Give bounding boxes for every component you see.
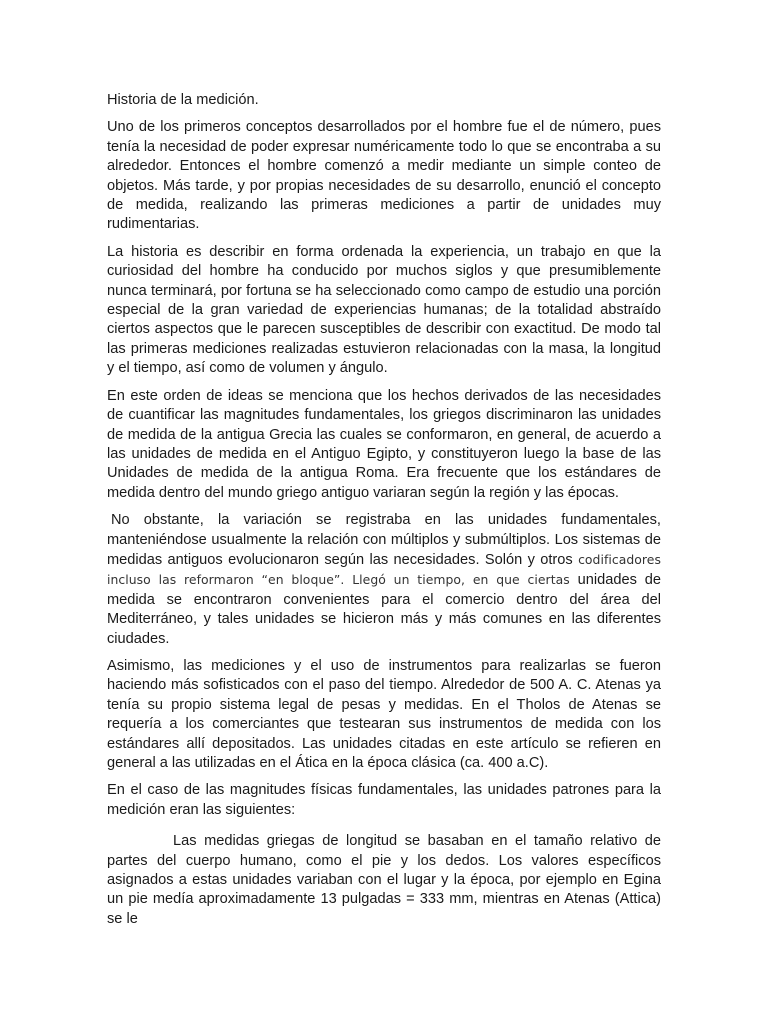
document-body	[107, 91, 661, 937]
paragraph-4-text-b: codificadores incluso las reformaron “en bloque”. Llegó un tiempo, en que ciertas	[107, 551, 661, 588]
paragraph-4-text-a: No obstante, la variación se registraba en las unidades fundamentales, manteniéndose usualmente la relación con múltiplos y submúltiplos. Los sistemas de medidas antiguos evolucionaron según las necesidades. Solón y otros	[107, 512, 661, 568]
paragraph-3: En este orden de ideas se menciona que los hechos derivados de las necesidades de cuantificar las magnitudes fundamentales, los griegos discriminaron las unidades de medida de la antigua Grecia las cuales se conformaron, en general, de acuerdo a las unidades de medida en el Antiguo Egipto, y constituyeron luego la base de las Unidades de medida de la antigua Roma. Era frecuente que los estándares de medida dentro del mundo griego antiguo variaran según la región y las épocas.	[107, 387, 661, 501]
paragraph-4	[107, 511, 661, 649]
paragraph-6: En el caso de las magnitudes físicas fundamentales, las unidades patrones para la medición eran las siguientes:	[107, 782, 661, 818]
document-title: Historia de la medición.	[107, 92, 259, 108]
paragraph-7: Las medidas griegas de longitud se basaban en el tamaño relativo de partes del cuerpo humano, como el pie y los dedos. Los valores específicos asignados a estas unidades variaban con el lugar y la época, por ejemplo en Egina un pie medía aproximadamente 13 pulgadas = 333 mm, mientras en Atenas (Attica) se le	[107, 833, 661, 927]
paragraph-2: La historia es describir en forma ordenada la experiencia, un trabajo en que la curiosidad del hombre ha conducido por muchos siglos y que presumiblemente nunca terminará, por fortuna se ha seleccionado como campo de estudio una porción especial de la gran variedad de experiencias humanas; de la totalidad abstraído ciertos aspectos que le parecen susceptibles de describir con exactitud. De modo tal las primeras mediciones realizadas estuvieron relacionadas con la masa, la longitud y el tiempo, así como de volumen y ángulo.	[107, 243, 661, 377]
paragraph-5: Asimismo, las mediciones y el uso de instrumentos para realizarlas se fueron haciendo más sofisticados con el paso del tiempo. Alrededor de 500 A. C. Atenas ya tenía su propio sistema legal de pesas y medidas. En el Tholos de Atenas se requería a los comerciantes que testearan sus instrumentos de medida con los estándares allí depositados. Las unidades citadas en este artículo se refieren en general a las utilizadas en el Ática en la época clásica (ca. 400 a.C).	[107, 657, 661, 771]
paragraph-4-text-c: unidades de medida se encontraron convenientes para el comercio dentro del área del Mediterráneo, y tales unidades se hicieron más y más comunes en las diferentes ciudades.	[107, 572, 662, 647]
paragraph-1: Uno de los primeros conceptos desarrollados por el hombre fue el de número, pues tenía la necesidad de poder expresar numéricamente todo lo que se encontraba a su alrededor. Entonces el hombre comenzó a medir mediante un simple conteo de objetos. Más tarde, y por propias necesidades de su desarrollo, enunció el concepto de medida, realizando las primeras mediciones a partir de unidades muy rudimentarias.	[107, 119, 661, 233]
